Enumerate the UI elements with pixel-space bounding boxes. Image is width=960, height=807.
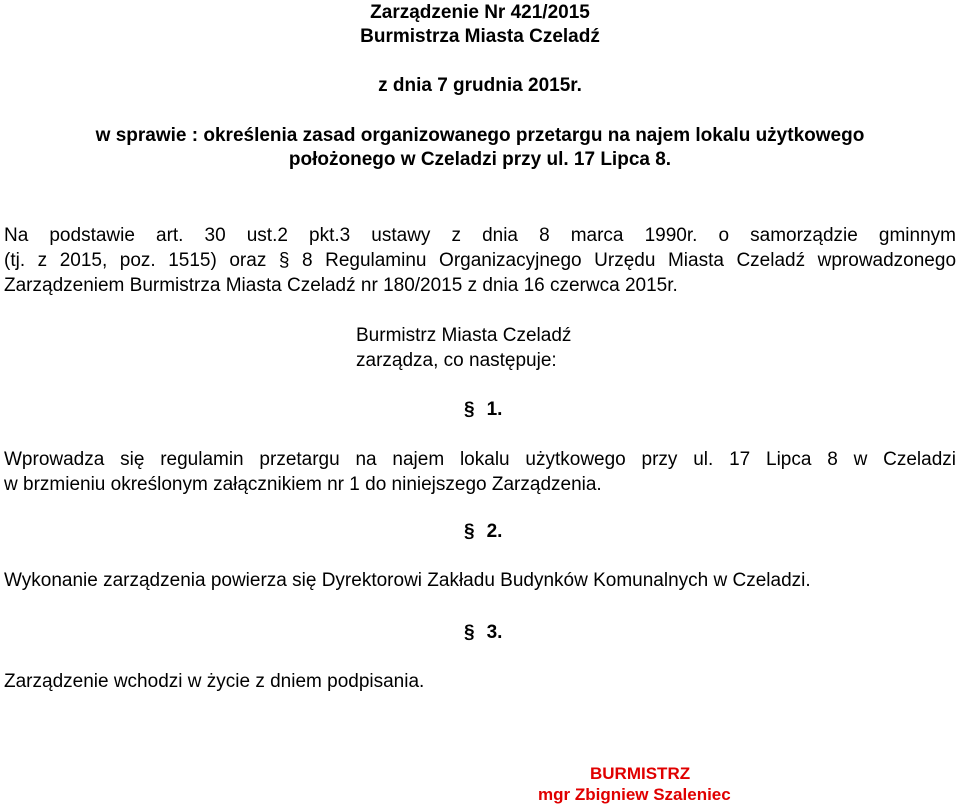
preamble-line-2-part-1: (tj. z 2015, poz. 1515) oraz [4,250,279,271]
preamble-line-2-part-2: 8 Regulaminu Organizacyjnego Urzędu Miasta Czeladź wprowadzonego [289,250,957,271]
preamble-line-3: Zarządzeniem Burmistrza Miasta Czeladź nr 180/2015 z dnia 16 czerwca 2015r. [4,275,678,296]
section-3-heading [464,621,502,645]
subject-line-2: położonego w Czeladzi przy ul. 17 Lipca 8. [288,149,672,170]
subject-line-1: w sprawie : określenia zasad organizowanego przetargu na najem lokalu użytkowego [95,125,865,146]
document-date: z dnia 7 grudnia 2015r. [378,75,582,96]
signature-name: mgr Zbigniew Szaleniec [538,785,731,804]
signature-title: BURMISTRZ [590,764,691,783]
preamble-line-2 [4,249,956,273]
decree-mayor: Burmistrz Miasta Czeladź [356,325,572,346]
section-1-line-2: w brzmieniu określonym załącznikiem nr 1 do niniejszego Zarządzenia. [4,474,602,495]
section-symbol-icon: § [464,521,475,542]
section-1-number: 1. [486,399,503,420]
section-2-line-1: Wykonanie zarządzenia powierza się Dyrektorowi Zakładu Budynków Komunalnych w Czeladzi. [4,570,811,591]
decree-orders: zarządza, co następuje: [356,350,557,371]
section-2-heading [464,520,502,544]
document-title: Zarządzenie Nr 421/2015 [370,2,590,23]
section-2-number: 2. [486,521,503,542]
preamble-line-1: Na podstawie art. 30 ust.2 pkt.3 ustawy z dnia 8 marca 1990r. o samorządzie gminnym [4,225,956,246]
section-symbol-icon: § [464,622,475,643]
section-1-line-1: Wprowadza się regulamin przetargu na najem lokalu użytkowego przy ul. 17 Lipca 8 w Czeladzi [4,449,956,470]
section-1-heading [464,398,502,422]
section-symbol-icon: § [464,399,475,420]
document-issuer: Burmistrza Miasta Czeladź [360,26,600,47]
section-3-line-1: Zarządzenie wchodzi w życie z dniem podpisania. [4,671,425,692]
section-3-number: 3. [486,622,503,643]
section-symbol-icon: § [278,250,290,271]
